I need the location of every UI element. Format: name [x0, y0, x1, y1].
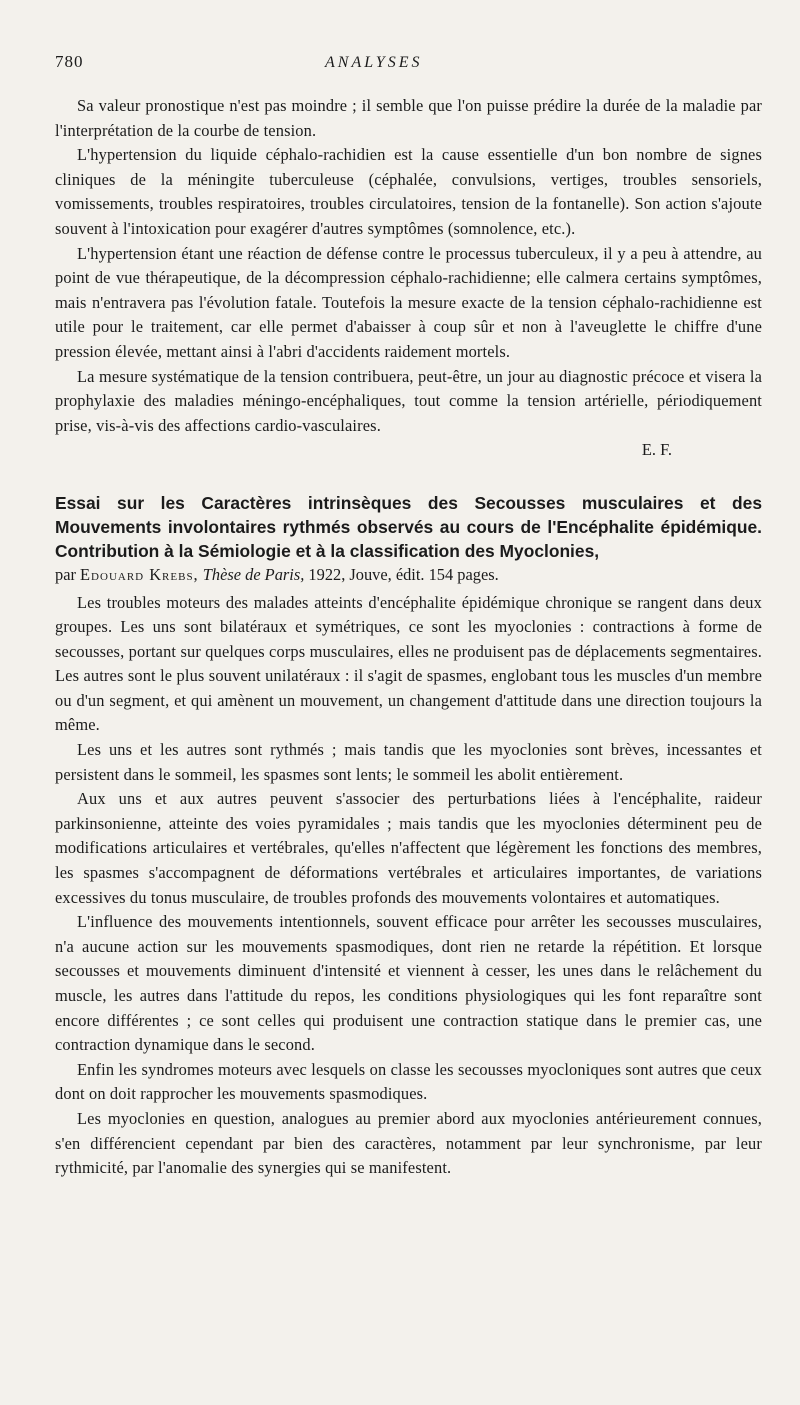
review-title: Essai sur les Caractères intrinsèques des Secousses musculaires et des Mouvements involontaires rythmés observés au cours de l'Encéphalite épidémique. Contribution à la Sémiologie et à la classification des Myoclonies,	[55, 492, 762, 561]
page-header	[55, 52, 762, 80]
paragraph: Les myoclonies en question, analogues au premier abord aux myoclonies antérieurement connues, s'en différencient cependant par bien des caractères, notamment par leur synchronisme, par leur rythmicité, par l'anomalie des synergies qui se manifestent.	[55, 1108, 762, 1178]
review-signature: E. F.	[641, 440, 672, 460]
paragraph: Les uns et les autres sont rythmés ; mais tandis que les myoclonies sont brèves, incessantes et persistent dans le sommeil, les spasmes sont lents; le sommeil les abolit entièrement.	[55, 740, 762, 784]
paragraph: L'influence des mouvements intentionnels, souvent efficace pour arrêter les secousses musculaires, n'a aucune action sur les mouvements spasmodiques, dont rien ne retarde la répétition. Et lorsque secousses et mouvements diminuent d'intensité et viennent à cesser, les unes dans le relâchement du muscle, les autres dans l'attitude du repos, les conditions physiologiques qui les font reparaître sont encore différentes ; ce sont celles qui produisent une contraction statique dans le premier cas, une contraction dynamique dans le second.	[55, 912, 762, 1055]
paragraph: Aux uns et aux autres peuvent s'associer des perturbations liées à l'encéphalite, raideur parkinsonienne, atteinte des voies pyramidales ; mais tandis que les myoclonies déterminent peu de modifications articulaires et vertébrales, qu'elles n'affectent que légèrement les fonctions des membres, les spasmes s'accompagnent de déformations vertébrales et articulaires importantes, de variations excessives du tonus musculaire, de troubles profonds des mouvements volontaires et automatiques.	[55, 789, 762, 907]
paragraph: La mesure systématique de la tension contribuera, peut-être, un jour au diagnostic précoce et visera la prophylaxie des maladies méningo-encéphaliques, tout comme la tension artérielle, périodiquement prise, vis-à-vis des affections cardio-vasculaires.	[55, 366, 762, 435]
page-number: 780	[55, 52, 84, 71]
thesis-source: Thèse de Paris,	[202, 564, 305, 584]
byline-prefix: par	[55, 564, 76, 584]
review-byline	[55, 563, 762, 588]
paragraph: L'hypertension du liquide céphalo-rachidien est la cause essentielle d'un bon nombre de signes cliniques de la méningite tuberculeuse (céphalée, convulsions, vertiges, troubles sensoriels, vomissements, troubles respiratoires, troubles circulatoires, tension de la fontanelle). Son action s'ajoute souvent à l'intoxication pour exagérer d'autres symptômes (somnolence, etc.).	[55, 145, 762, 238]
paragraph: Enfin les syndromes moteurs avec lesquels on classe les secousses myocloniques sont autres que ceux dont on doit rapprocher les mouvements spasmodiques.	[55, 1059, 762, 1104]
paragraph: Les troubles moteurs des malades atteints d'encéphalite épidémique chronique se rangent dans deux groupes. Les uns sont bilatéraux et symétriques, ce sont les myoclonies : contractions à forme de secousses, portant sur quelques corps musculaires, elles ne produisent pas de déplacements segmentaires. Les autres sont le plus souvent unilatéraux : il s'agit de spasmes, englobant tous les muscles d'un membre ou d'un segment, et qui amènent un mouvement, un changement d'attitude dans une direction toujours la même.	[55, 592, 762, 735]
paragraph: L'hypertension étant une réaction de défense contre le processus tuberculeux, il y a peu à attendre, au point de vue thérapeutique, de la décompression céphalo-rachidienne; elle calmera certains symptômes, mais n'entravera pas l'évolution fatale. Toutefois la mesure exacte de la tension céphalo-rachidienne est utile pour le traitement, car elle permet d'abaisser à coup sûr et non à l'aveuglette le chiffre d'une pression élevée, mettant ainsi à l'abri d'accidents raidement mortels.	[55, 243, 762, 361]
author-name: Edouard Krebs,	[80, 564, 199, 584]
running-head: ANALYSES	[325, 54, 423, 71]
publication-details: 1922, Jouve, édit. 154 pages.	[308, 564, 499, 584]
page-body	[55, 94, 762, 1181]
paragraph: Sa valeur pronostique n'est pas moindre ; il semble que l'on puisse prédire la durée de la maladie par l'interprétation de la courbe de tension.	[55, 96, 762, 140]
